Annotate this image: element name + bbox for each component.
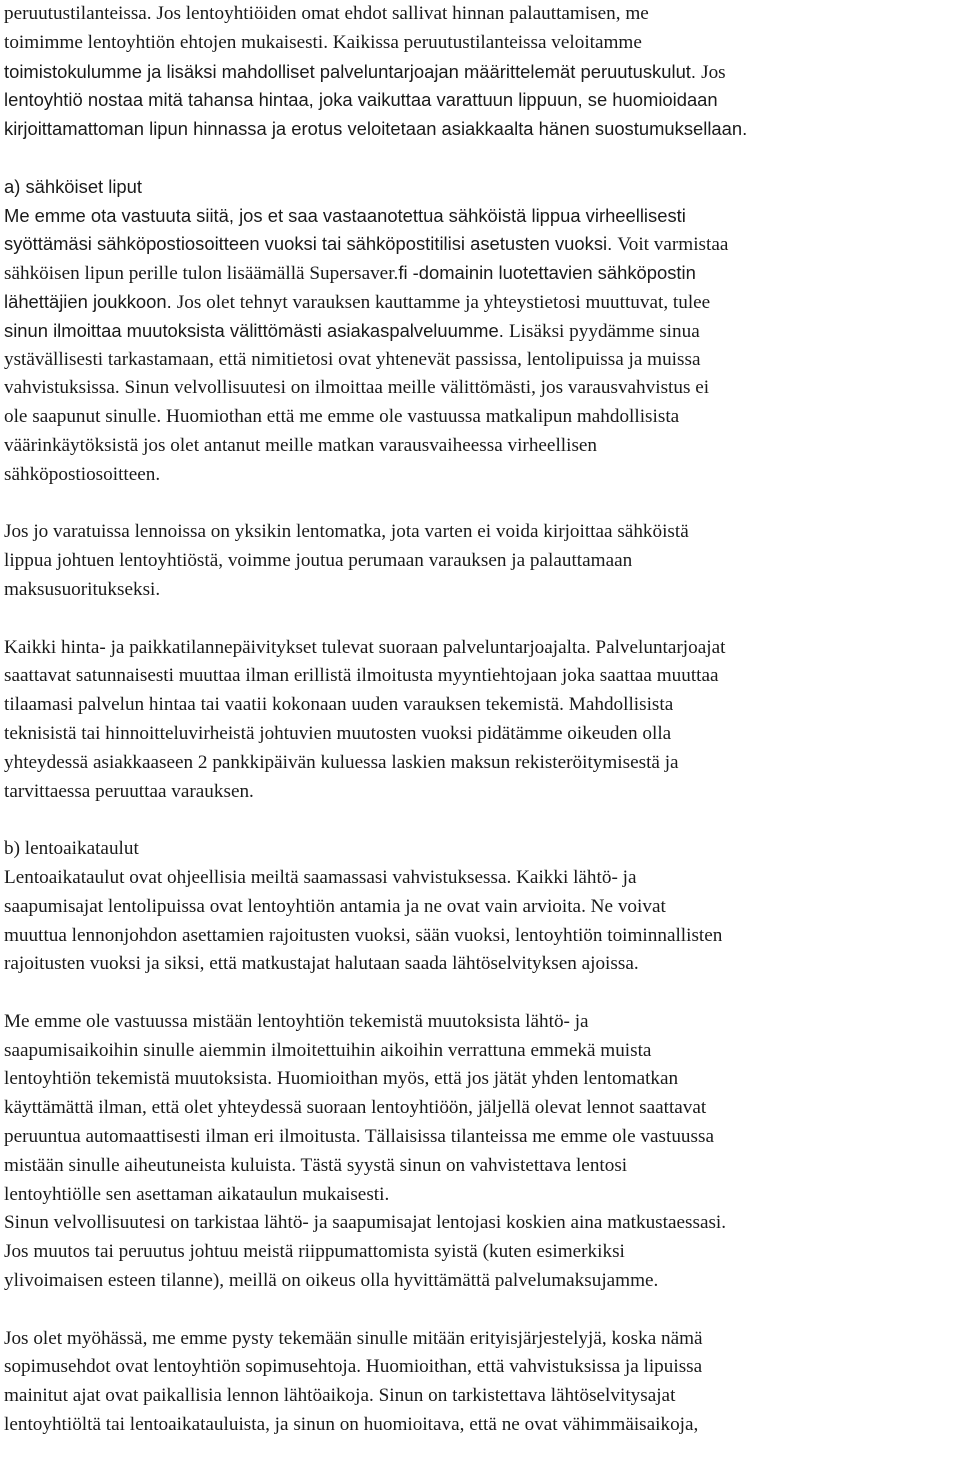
text-run: sähköpostiosoitteen. [4,463,161,485]
text-line [4,634,960,663]
text-line [4,1267,960,1296]
paragraph-spacer [4,1296,960,1325]
document-body [4,0,960,1440]
text-line [4,1152,960,1181]
text-run: Sinun velvollisuutesi on tarkistaa lähtö- ja saapumisajat lentojasi koskien aina matkustaessasi. [4,1212,727,1234]
text-line [4,835,960,864]
text-run: Me emme ota vastuuta siitä, jos et saa vastaanotettua sähköistä lippua virheellisesti [4,204,686,226]
text-line [4,547,960,576]
text-line [4,432,960,461]
text-run: saapumisajat lentolipuissa ovat lentoyhtiön antamia ja ne ovat vain arvioita. Ne voivat [4,895,666,917]
text-line [4,1008,960,1037]
text-line [4,893,960,922]
paragraph [4,835,960,979]
text-run: mistään sinulle aiheutuneista kuluista. Tästä syystä sinun on vahvistettava lentosi [4,1154,628,1176]
text-run: peruuntua automaattisesti ilman eri ilmoitusta. Tällaisissa tilanteissa me emme ole vastuussa [4,1126,714,1148]
paragraph-spacer [4,979,960,1008]
text-run: lentoyhtiö nostaa mitä tahansa hintaa, joka vaikuttaa varattuun lippuun, se huomioidaan [4,89,718,111]
text-run: sopimusehdot ovat lentoyhtiön sopimusehtoja. Huomioithan, että vahvistuksissa ja lipuissa [4,1356,703,1378]
text-line [4,576,960,605]
text-line [4,317,960,346]
text-run: Jos olet tehnyt varauksen kauttamme ja yhteystietosi muuttuvat, tulee [176,291,711,313]
text-line [4,1411,960,1440]
text-run: rajoitusten vuoksi ja siksi, että matkustajat halutaan saada lähtöselvityksen ajoissa. [4,953,639,975]
text-run: Me emme ole vastuussa mistään lentoyhtiön tekemistä muutoksista lähtö- ja [4,1010,589,1032]
paragraph-spacer [4,490,960,519]
text-run: lähettäjien joukkoon. [4,290,177,312]
text-line [4,86,960,115]
paragraph [4,518,960,604]
text-run: Kaikki hinta- ja paikkatilannepäivitykset tulevat suoraan palveluntarjoajalta. Palveluntarjoajat [4,636,726,658]
text-run: lentoyhtiölle sen asettaman aikataulun mukaisesti. [4,1183,390,1205]
text-run: ylivoimaisen esteen tilanne), meillä on oikeus olla hyvittämättä palvelumaksujamme. [4,1270,659,1292]
text-run: ole saapunut sinulle. Huomiothan että me emme ole vastuussa matkalipun mahdollisista [4,406,680,428]
text-run: Jos [701,61,726,83]
text-line [4,1065,960,1094]
text-run: ystävällisesti tarkastamaan, että nimitietosi ovat yhtenevät passissa, lentolipuissa ja muissa [4,348,701,370]
text-line [4,1037,960,1066]
text-run: sähköisen lipun perille tulon lisäämällä Supersaver. [4,263,399,285]
paragraph [4,173,960,490]
text-run: Jos jo varatuissa lennoissa on yksikin lentomatka, jota varten ei voida kirjoittaa sähköistä [4,521,689,543]
paragraph [4,634,960,807]
text-run: syöttämäsi sähköpostiosoitteen vuoksi tai sähköpostitilisi asetusten vuoksi. [4,233,618,255]
text-line [4,29,960,58]
text-run: kirjoittamattoman lipun hinnassa ja erotus veloitetaan asiakkaalta hänen suostumuksellaan. [4,118,748,140]
text-line [4,749,960,778]
text-run: b) lentoaikataulut [4,838,139,860]
text-line [4,403,960,432]
text-run: saattavat satunnaisesti muuttaa ilman erillistä ilmoitusta myyntiehtojaan joka saattaa muuttaa [4,665,719,687]
text-line [4,0,960,29]
text-line [4,1123,960,1152]
text-run: Lisäksi pyydämme sinua [508,320,700,342]
text-run: Lentoaikataulut ovat ohjeellisia meiltä saamassasi vahvistuksessa. Kaikki lähtö- ja [4,866,637,888]
text-run: toimimme lentoyhtiön ehtojen mukaisesti. Kaikissa peruutustilanteissa veloitamme [4,31,642,53]
text-line [4,346,960,375]
paragraph [4,1325,960,1440]
text-line [4,1353,960,1382]
paragraph-spacer [4,806,960,835]
text-run: yhteydessä asiakkaaseen 2 pankkipäivän kuluessa laskien maksun rekisteröitymisestä ja [4,751,679,773]
text-run: Jos olet myöhässä, me emme pysty tekemään sinulle mitään erityisjärjestelyjä, koska nämä [4,1327,703,1349]
text-run: tarvittaessa peruuttaa varauksen. [4,780,254,802]
text-run: lentoyhtiön tekemistä muutoksista. Huomioithan myös, että jos jätät yhden lentomatkan [4,1068,679,1090]
text-line [4,230,960,259]
text-line [4,115,960,144]
text-line [4,720,960,749]
text-line [4,691,960,720]
text-run: peruutustilanteissa. Jos lentoyhtiöiden omat ehdot sallivat hinnan palauttamisen, me [4,3,649,24]
paragraph-spacer [4,605,960,634]
text-line [4,662,960,691]
text-run: mainitut ajat ovat paikallisia lennon lähtöaikoja. Sinun on tarkistettava lähtöselvitysajat [4,1385,676,1407]
text-run: fi -domainin luotettavien sähköpostin [398,262,696,284]
text-run: vahvistuksissa. Sinun velvollisuutesi on ilmoittaa meille välittömästi, jos varausvahvistus ei [4,377,710,399]
text-run: tilaamasi palvelun hintaa tai vaatii kokonaan uuden varauksen tekemistä. Mahdollisista [4,694,674,716]
text-run: Voit varmistaa [617,234,729,256]
text-line [4,950,960,979]
text-run: toimistokulumme ja lisäksi mahdolliset palveluntarjoajan määrittelemät peruutuskulut. [4,60,702,82]
text-line [4,173,960,202]
text-run: teknisistä tai hinnoitteluvirheistä johtuvien muutosten vuoksi pidätämme oikeuden olla [4,722,672,744]
text-run: käyttämättä ilman, että olet yhteydessä suoraan lentoyhtiöön, jäljellä olevat lennot saattavat [4,1097,707,1119]
text-line [4,1181,960,1210]
text-run: muuttua lennonjohdon asettamien rajoitusten vuoksi, sään vuoksi, lentoyhtiön toiminnallisten [4,924,723,946]
text-line [4,259,960,288]
text-line [4,1209,960,1238]
text-line [4,1238,960,1267]
text-line [4,778,960,807]
text-run: väärinkäytöksistä jos olet antanut meille matkan varausvaiheessa virheellisen [4,434,598,456]
text-run: a) sähköiset liput [4,175,143,197]
text-line [4,461,960,490]
text-line [4,922,960,951]
paragraph-spacer [4,144,960,173]
text-line [4,58,960,87]
text-line [4,1325,960,1354]
text-run: Jos muutos tai peruutus johtuu meistä riippumattomista syistä (kuten esimerkiksi [4,1241,625,1263]
text-line [4,202,960,231]
text-run: saapumisaikoihin sinulle aiemmin ilmoitettuihin aikoihin verrattuna emmekä muista [4,1039,652,1061]
text-run: sinun ilmoittaa muutoksista välittömästi asiakaspalveluumme. [4,319,509,341]
text-line [4,518,960,547]
text-line [4,288,960,317]
paragraph [4,1008,960,1296]
paragraph [4,0,960,144]
text-line [4,374,960,403]
text-line [4,864,960,893]
text-line [4,1382,960,1411]
text-run: lippua johtuen lentoyhtiöstä, voimme joutua perumaan varauksen ja palauttamaan [4,550,633,572]
text-line [4,1094,960,1123]
text-run: maksusuoritukseksi. [4,578,161,600]
text-run: lentoyhtiöltä tai lentoaikatauluista, ja sinun on huomioitava, että ne ovat vähimmäisaikoja, [4,1414,699,1436]
